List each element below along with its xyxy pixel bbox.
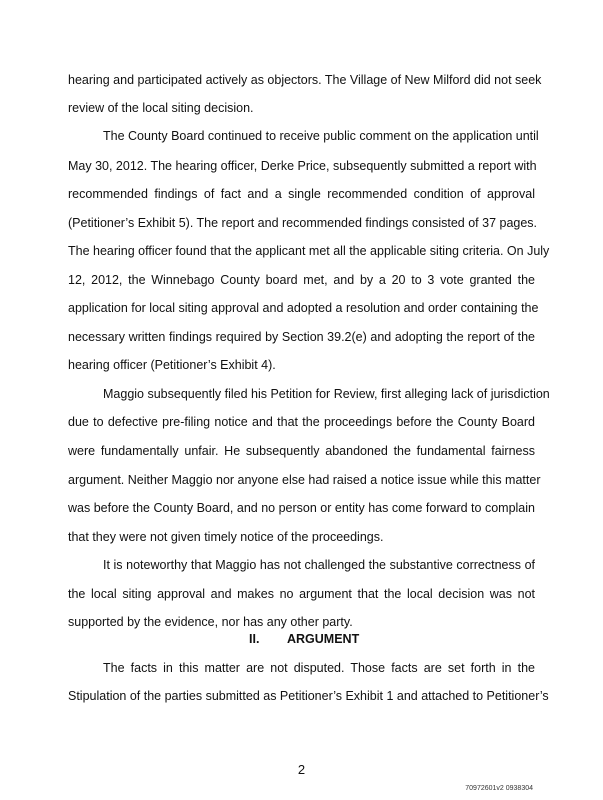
- text-line: were fundamentally unfair. He subsequently abandoned the fundamental fairness: [68, 444, 535, 458]
- text-line: due to defective pre-filing notice and that the proceedings before the County Board: [68, 415, 535, 429]
- text-line: Maggio subsequently filed his Petition for Review, first alleging lack of jurisdiction: [103, 387, 550, 401]
- document-id: 70972601v2 0938304: [465, 785, 533, 792]
- text-line: May 30, 2012. The hearing officer, Derke Price, subsequently submitted a report with: [68, 159, 537, 173]
- text-line: hearing officer (Petitioner’s Exhibit 4).: [68, 358, 276, 372]
- section-heading: [0, 631, 603, 647]
- text-line: recommended findings of fact and a single recommended condition of approval: [68, 187, 535, 201]
- text-line: argument. Neither Maggio nor anyone else had raised a notice issue while this matter: [68, 473, 541, 487]
- section-number: II.: [249, 632, 260, 646]
- text-line: hearing and participated actively as objectors. The Village of New Milford did not seek: [68, 73, 542, 87]
- text-line: supported by the evidence, nor has any other party.: [68, 615, 353, 629]
- text-line: 12, 2012, the Winnebago County board met, and by a 20 to 3 vote granted the: [68, 273, 535, 287]
- text-line: application for local siting approval and adopted a resolution and order containing the: [68, 301, 539, 315]
- text-line: The County Board continued to receive public comment on the application until: [103, 129, 539, 143]
- text-line: the local siting approval and makes no argument that the local decision was not: [68, 587, 535, 601]
- page-number: 2: [297, 762, 306, 777]
- text-line: (Petitioner’s Exhibit 5). The report and recommended findings consisted of 37 pages.: [68, 216, 538, 230]
- section-title: ARGUMENT: [287, 632, 360, 646]
- text-line: The facts in this matter are not disputed. Those facts are set forth in the: [103, 661, 535, 675]
- text-line: that they were not given timely notice of the proceedings.: [68, 530, 384, 544]
- text-line: review of the local siting decision.: [68, 101, 254, 115]
- text-line: Stipulation of the parties submitted as Petitioner’s Exhibit 1 and attached to Petitioner’s: [68, 689, 549, 703]
- text-line: was before the County Board, and no person or entity has come forward to complain: [68, 501, 535, 515]
- text-line: The hearing officer found that the applicant met all the applicable siting criteria. On July: [68, 244, 550, 258]
- text-line: necessary written findings required by Section 39.2(e) and adopting the report of the: [68, 330, 535, 344]
- text-line: It is noteworthy that Maggio has not challenged the substantive correctness of: [103, 558, 535, 572]
